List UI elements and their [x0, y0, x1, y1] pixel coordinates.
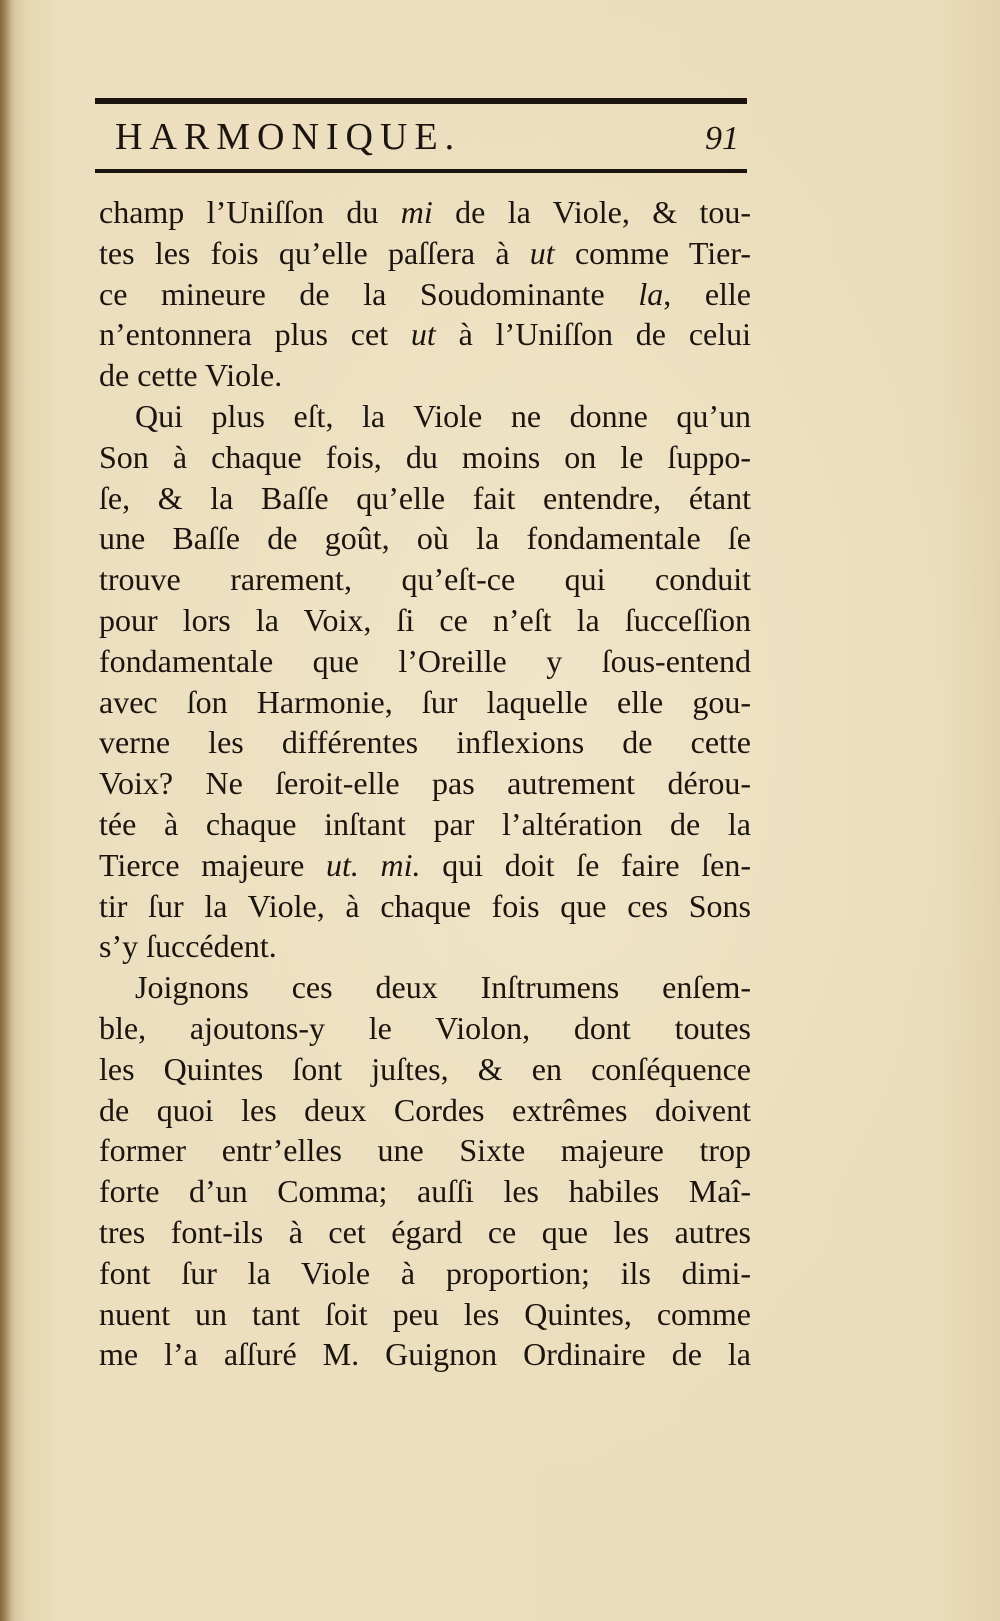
text-segment: tée à chaque inſtant par l’altération de la — [99, 805, 751, 842]
text-segment: trouve rarement, qu’eſt-ce qui conduit — [99, 561, 751, 598]
text-segment: champ l’Uniſſon du — [99, 194, 401, 230]
italic-text: ut. mi. — [325, 846, 421, 883]
text-line — [99, 192, 751, 233]
text-segment: verne les différentes inflexions de cette — [99, 724, 751, 761]
text-line — [99, 845, 751, 886]
text-segment: ſe, & la Baſſe qu’elle fait entendre, étant — [99, 479, 751, 516]
text-line — [99, 559, 751, 600]
text-line — [99, 926, 751, 967]
text-line — [99, 1130, 751, 1171]
text-line — [99, 1008, 751, 1049]
text-segment: Joignons ces deux Inſtrumens enſem- — [135, 969, 751, 1006]
text-segment: tes les fois qu’elle paſſera à — [99, 234, 530, 271]
text-segment: de quoi les deux Cordes extrêmes doivent — [99, 1091, 751, 1128]
header-rule-top — [95, 98, 747, 104]
text-segment: Tierce majeure — [99, 846, 326, 883]
text-segment: tir ſur la Viole, à chaque fois que ces Sons — [99, 887, 751, 924]
text-segment: me l’a aſſuré M. Guignon Ordinaire de la — [99, 1336, 751, 1373]
text-line — [99, 600, 751, 641]
italic-text: mi — [400, 194, 433, 230]
text-segment: avec ſon Harmonie, ſur laquelle elle gou- — [99, 683, 751, 720]
text-segment: une Baſſe de goût, où la fondamentale ſe — [99, 520, 751, 557]
text-line — [99, 437, 751, 478]
text-line — [99, 1049, 751, 1090]
text-line — [99, 1171, 751, 1212]
text-segment: comme Tier- — [554, 234, 751, 271]
text-line — [99, 478, 751, 519]
text-segment: de la Viole, & tou- — [432, 194, 752, 230]
text-line — [99, 314, 751, 355]
text-segment: ce mineure de la Soudominante — [99, 275, 639, 312]
body-text — [99, 192, 751, 1375]
text-segment: s’y ſuccédent. — [99, 928, 277, 965]
text-segment: fondamentale que l’Oreille y ſous-entend — [99, 642, 751, 679]
text-segment: ble, ajoutons-y le Violon, dont toutes — [99, 1009, 751, 1046]
text-segment: les Quintes ſont juſtes, & en conſéquence — [99, 1050, 751, 1087]
text-line — [99, 355, 751, 396]
text-line — [99, 1334, 751, 1375]
text-line — [99, 763, 751, 804]
italic-text: ut — [410, 316, 436, 353]
text-line — [99, 518, 751, 559]
italic-text: la — [638, 275, 664, 312]
text-segment: de cette Viole. — [99, 357, 283, 394]
running-title: HARMONIQUE. — [115, 116, 462, 158]
text-segment: Voix? Ne ſeroit-elle pas autrement dérou- — [99, 765, 751, 802]
text-segment: nuent un tant ſoit peu les Quintes, comme — [99, 1295, 751, 1332]
running-header — [95, 108, 747, 164]
text-line — [99, 722, 751, 763]
header-rule-bottom — [95, 169, 747, 173]
text-line — [99, 274, 751, 315]
text-segment: font ſur la Viole à proportion; ils dimi- — [99, 1254, 751, 1291]
text-segment: n’entonnera plus cet — [99, 316, 411, 353]
italic-text: ut — [529, 234, 555, 271]
text-line — [99, 886, 751, 927]
spine-shadow — [0, 0, 14, 1621]
text-line — [99, 1253, 751, 1294]
text-segment: Son à chaque fois, du moins on le ſuppo- — [99, 438, 751, 475]
text-line — [99, 396, 751, 437]
text-segment: former entr’elles une Sixte majeure trop — [99, 1132, 751, 1169]
text-segment: Qui plus eſt, la Viole ne donne qu’un — [135, 397, 751, 434]
text-line — [99, 1212, 751, 1253]
page-number: 91 — [705, 120, 739, 157]
text-line — [99, 967, 751, 1008]
text-line — [99, 641, 751, 682]
text-line — [99, 1090, 751, 1131]
text-segment: à l’Uniſſon de celui — [435, 316, 752, 353]
text-line — [99, 804, 751, 845]
text-line — [99, 682, 751, 723]
text-segment: , elle — [663, 275, 752, 312]
text-line — [99, 1294, 751, 1335]
text-segment: tres font-ils à cet égard ce que les autres — [99, 1213, 751, 1250]
text-line — [99, 233, 751, 274]
text-segment: pour lors la Voix, ſi ce n’eſt la ſucceſſion — [99, 601, 751, 638]
text-segment: qui doit ſe faire ſen- — [420, 846, 752, 883]
text-segment: forte d’un Comma; auſſi les habiles Maî- — [99, 1173, 751, 1210]
